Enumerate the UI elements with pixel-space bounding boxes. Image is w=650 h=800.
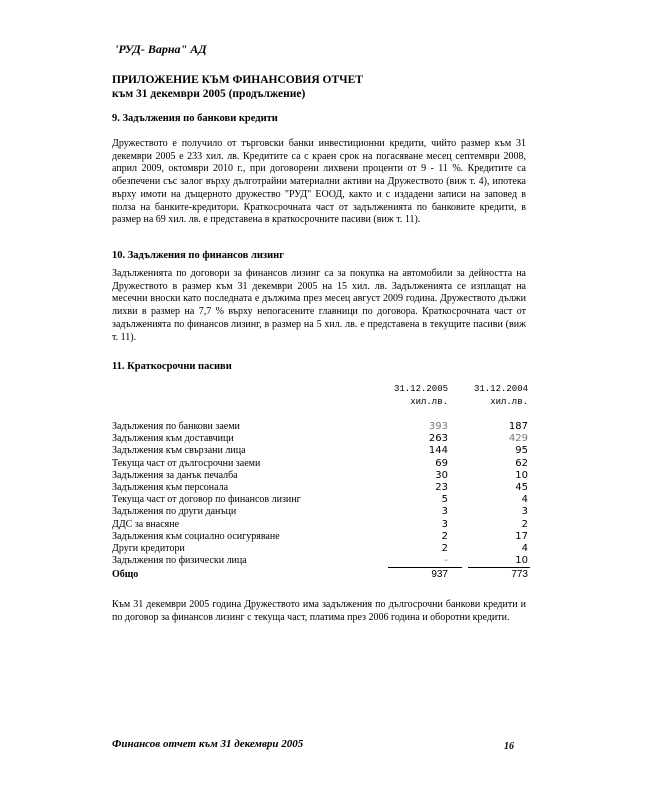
section-10-heading: 10. Задължения по финансов лизинг xyxy=(112,250,284,261)
row-label: Текуща част от дългосрочни заеми xyxy=(112,457,261,469)
column-2004-unit: хил.лв. xyxy=(490,397,528,407)
table-row xyxy=(112,433,530,445)
value-2005: 393 xyxy=(428,421,448,432)
closing-paragraph: Към 31 декември 2005 година Дружеството има задължения по дългосрочни банкови кредити и по договор за финансов лизинг с текуща част, платима през 2006 година и оборотни кредити. xyxy=(112,599,526,623)
value-2005: 144 xyxy=(428,445,448,457)
value-2005: 23 xyxy=(435,482,448,493)
section-11-heading: 11. Краткосрочни пасиви xyxy=(112,361,232,372)
table-row xyxy=(112,445,530,457)
value-2005: - xyxy=(444,555,448,567)
section-9-heading: 9. Задължения по банкови кредити xyxy=(112,113,278,124)
table-row xyxy=(112,470,530,482)
table-row xyxy=(112,519,530,531)
total-row xyxy=(112,569,530,581)
table-row xyxy=(112,494,530,506)
table-row xyxy=(112,531,530,543)
total-divider-2005 xyxy=(388,567,462,568)
row-label: Задължения към свързани лица xyxy=(112,445,246,457)
value-2004: 45 xyxy=(515,482,528,493)
table-row xyxy=(112,543,530,555)
table-row xyxy=(112,482,530,494)
total-divider-2004 xyxy=(468,567,530,568)
column-2005-date: 31.12.2005 xyxy=(393,384,448,394)
value-2004: 10 xyxy=(515,469,528,481)
document-title xyxy=(112,73,363,101)
value-2005: 69 xyxy=(435,457,448,469)
row-label: Задължения по банкови заеми xyxy=(112,421,240,432)
table-row xyxy=(112,458,530,470)
table-row xyxy=(112,555,530,567)
row-label: Задължения за данък печалба xyxy=(112,469,238,481)
row-label: Задължения към доставчици xyxy=(112,433,234,445)
section-9-paragraph: Дружеството е получило от търговски банки инвестиционни кредити, чийто размер към 31 декември 2005 е 233 хил. лв. Кредитите са с краен срок на погасяване месец септември 2008, април 2009, октомври 2010 г., при договорени лихвени проценти от 9 - 11 %. Кредитите са обезпечени със залог върху дълготрайни материални активи на Дружеството (виж т. 4), ипотека върху имоти на дъщерното дружество "РУД" ЕООД, както и с издадени записи на заповед в полза на банките-кредитори. Краткосрочната част от задълженията по банковите кредити, в размер на 69 хил. лв. е представена в краткосрочните пасиви (виж т. 11). xyxy=(112,138,526,226)
row-label: Задължения към социално осигуряване xyxy=(112,530,280,542)
value-2004: 62 xyxy=(515,457,528,469)
page-number: 16 xyxy=(504,741,514,752)
value-2005: 5 xyxy=(441,494,448,506)
value-2005: 2 xyxy=(441,530,448,542)
total-label: Общо xyxy=(112,569,139,580)
total-2004: 773 xyxy=(511,569,528,580)
value-2005: 30 xyxy=(435,469,448,481)
company-header: 'РУД- Варна" АД xyxy=(115,42,207,56)
value-2004: 429 xyxy=(508,433,528,445)
row-label: Задължения по други данъци xyxy=(112,506,237,518)
row-label: Други кредитори xyxy=(112,543,185,554)
table-row xyxy=(112,506,530,518)
title-line-2: към 31 декември 2005 (продължение) xyxy=(112,88,306,100)
row-label: Задължения по физически лица xyxy=(112,555,247,567)
value-2004: 95 xyxy=(515,445,528,457)
total-2005: 937 xyxy=(431,569,448,580)
value-2005: 3 xyxy=(441,506,448,518)
row-label: Задължения към персонала xyxy=(112,482,229,493)
value-2004: 2 xyxy=(521,518,528,530)
title-line-1: ПРИЛОЖЕНИЕ КЪМ ФИНАНСОВИЯ ОТЧЕТ xyxy=(112,74,363,86)
value-2004: 17 xyxy=(515,530,528,542)
column-2005-header xyxy=(388,383,448,409)
row-label: Текуща част от договор по финансов лизинг xyxy=(112,494,301,506)
footer-title: Финансов отчет към 31 декември 2005 xyxy=(112,738,304,750)
value-2005: 2 xyxy=(441,543,448,554)
value-2005: 263 xyxy=(428,433,448,445)
value-2004: 3 xyxy=(521,506,528,518)
value-2005: 3 xyxy=(441,518,448,530)
table-row xyxy=(112,421,530,433)
value-2004: 10 xyxy=(515,555,528,567)
column-2005-unit: хил.лв. xyxy=(410,397,448,407)
value-2004: 4 xyxy=(521,494,528,506)
value-2004: 4 xyxy=(521,543,528,554)
section-10-paragraph: Задълженията по договори за финансов лизинг са за покупка на автомобили за дейността на Дружеството в размер към 31 декември 2005 на 15 хил. лв. Задълженията се изплащат на месечни вноски като последната е дължима през месец август 2009 година. Дружеството дължи лихви в размер на 7,7 % върху непогасените главници по договора. Краткосрочната част от задълженията по финансов лизинг, в размер на 5 хил. лв. е представена в текущите пасиви (виж т. 11). xyxy=(112,268,526,343)
row-label: ДДС за внасяне xyxy=(112,518,180,530)
value-2004: 187 xyxy=(508,421,528,432)
column-2004-header xyxy=(468,383,528,409)
column-2004-date: 31.12.2004 xyxy=(473,384,528,394)
